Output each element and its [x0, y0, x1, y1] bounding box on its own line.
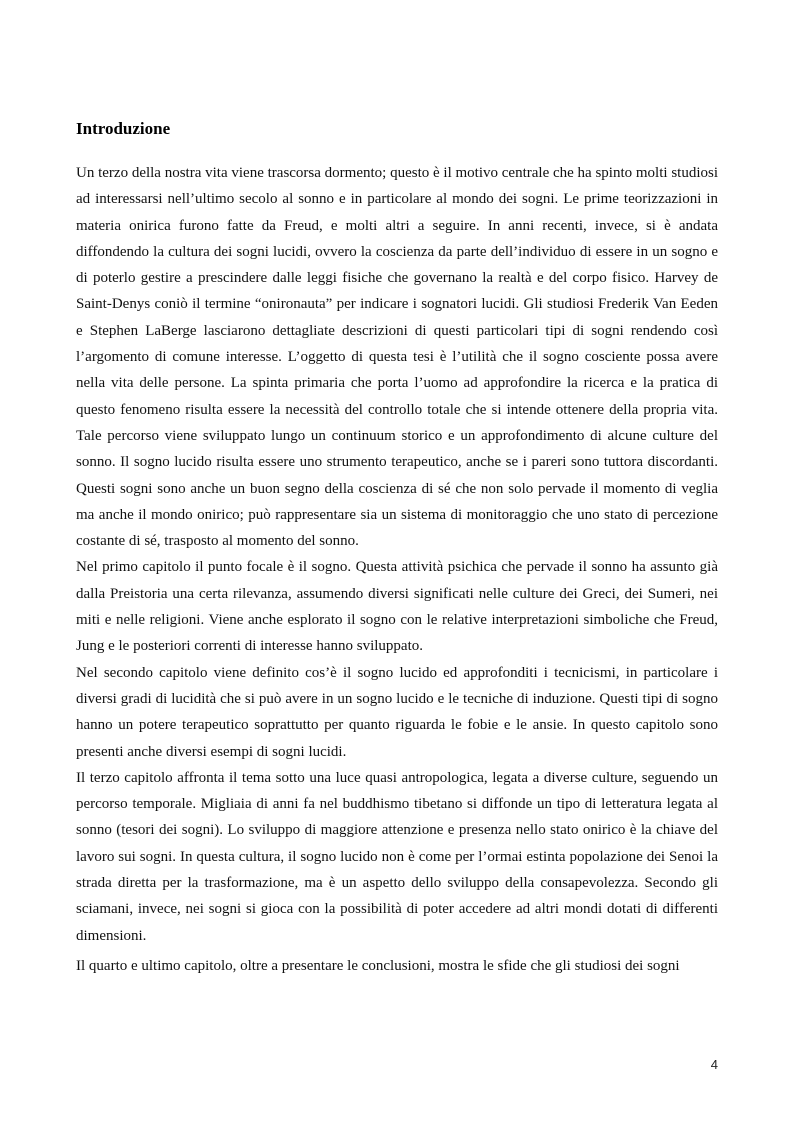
body-text [76, 160, 718, 979]
paragraph-chapter-two: Nel secondo capitolo viene definito cos’è il sogno lucido ed approfonditi i tecnicismi, in particolare i diversi gradi di lucidità che si può avere in un sogno lucido e le tecniche di induzione. Questi tipi di sogno hanno un potere terapeutico soprattutto per quanto riguarda le fobie e le ansie. In questo capitolo sono presenti anche diversi esempi di sogni lucidi. [76, 664, 718, 760]
paragraph-introduction: Un terzo della nostra vita viene trascorsa dormento; questo è il motivo centrale che ha spinto molti studiosi ad interessarsi nell’ultimo secolo al sonno e in particolare al mondo dei sogni. Le prime teorizzazioni in materia onirica furono fatte da Freud, e molti altri a seguire. In anni recenti, invece, si è andata diffondendo la cultura dei sogni lucidi, ovvero la coscienza da parte dell’individuo di essere in un sogno e di poterlo gestire a prescindere dalle leggi fisiche che governano la realtà e del corpo fisico. Harvey de Saint-Denys coniò il termine “onironauta” per indicare i sognatori lucidi. Gli studiosi Frederik Van Eeden e Stephen LaBerge lasciarono dettagliate descrizioni di questi particolari tipi di sogni rendendo così l’argomento di comune interesse. L’oggetto di questa tesi è l’utilità che il sogno cosciente possa avere nella vita delle persone. La spinta primaria che porta l’uomo ad approfondire la ricerca e la pratica di questo fenomeno risulta essere la necessità del controllo totale che si intende ottenere della propria vita. Tale percorso viene sviluppato lungo un continuum storico e un approfondimento di alcune culture del sonno. Il sogno lucido risulta essere uno strumento terapeutico, anche se i pareri sono tuttora discordanti. Questi sogni sono anche un buon segno della coscienza di sé che non solo pervade il momento di veglia ma anche il mondo onirico; può rappresentare sia un sistema di monitoraggio che uno stato di percezione costante di sé, trasposto al momento del sonno. [76, 165, 718, 550]
paragraph-chapter-three: Il terzo capitolo affronta il tema sotto una luce quasi antropologica, legata a diverse culture, seguendo un percorso temporale. Migliaia di anni fa nel buddhismo tibetano si diffonde un tipo di letteratura legata al sonno (tesori dei sogni). Lo sviluppo di maggiore attenzione e presenza nello stato onirico è la chiave del lavoro sui sogni. In questa cultura, il sogno lucido non è come per l’ormai estinta popolazione dei Senoi la strada diretta per la trasformazione, ma è un aspetto dello sviluppo della consapevolezza. Secondo gli sciamani, invece, nei sogni si gioca con la possibilità di poter accedere ad altri mondi dotati di differenti dimensioni. [76, 769, 718, 944]
paragraph-chapter-one: Nel primo capitolo il punto focale è il sogno. Questa attività psichica che pervade il sonno ha assunto già dalla Preistoria una certa rilevanza, assumendo diversi significati nelle culture dei Greci, dei Sumeri, nei miti e nelle religioni. Viene anche esplorato il sogno con le relative interpretazioni simboliche che Freud, Jung e le posteriori correnti di interesse hanno sviluppato. [76, 559, 718, 655]
page-number: 4 [710, 1057, 718, 1072]
section-title: Introduzione [76, 119, 171, 138]
paragraph-chapter-four: Il quarto e ultimo capitolo, oltre a presentare le conclusioni, mostra le sfide che gli studiosi dei sogni [76, 957, 680, 974]
